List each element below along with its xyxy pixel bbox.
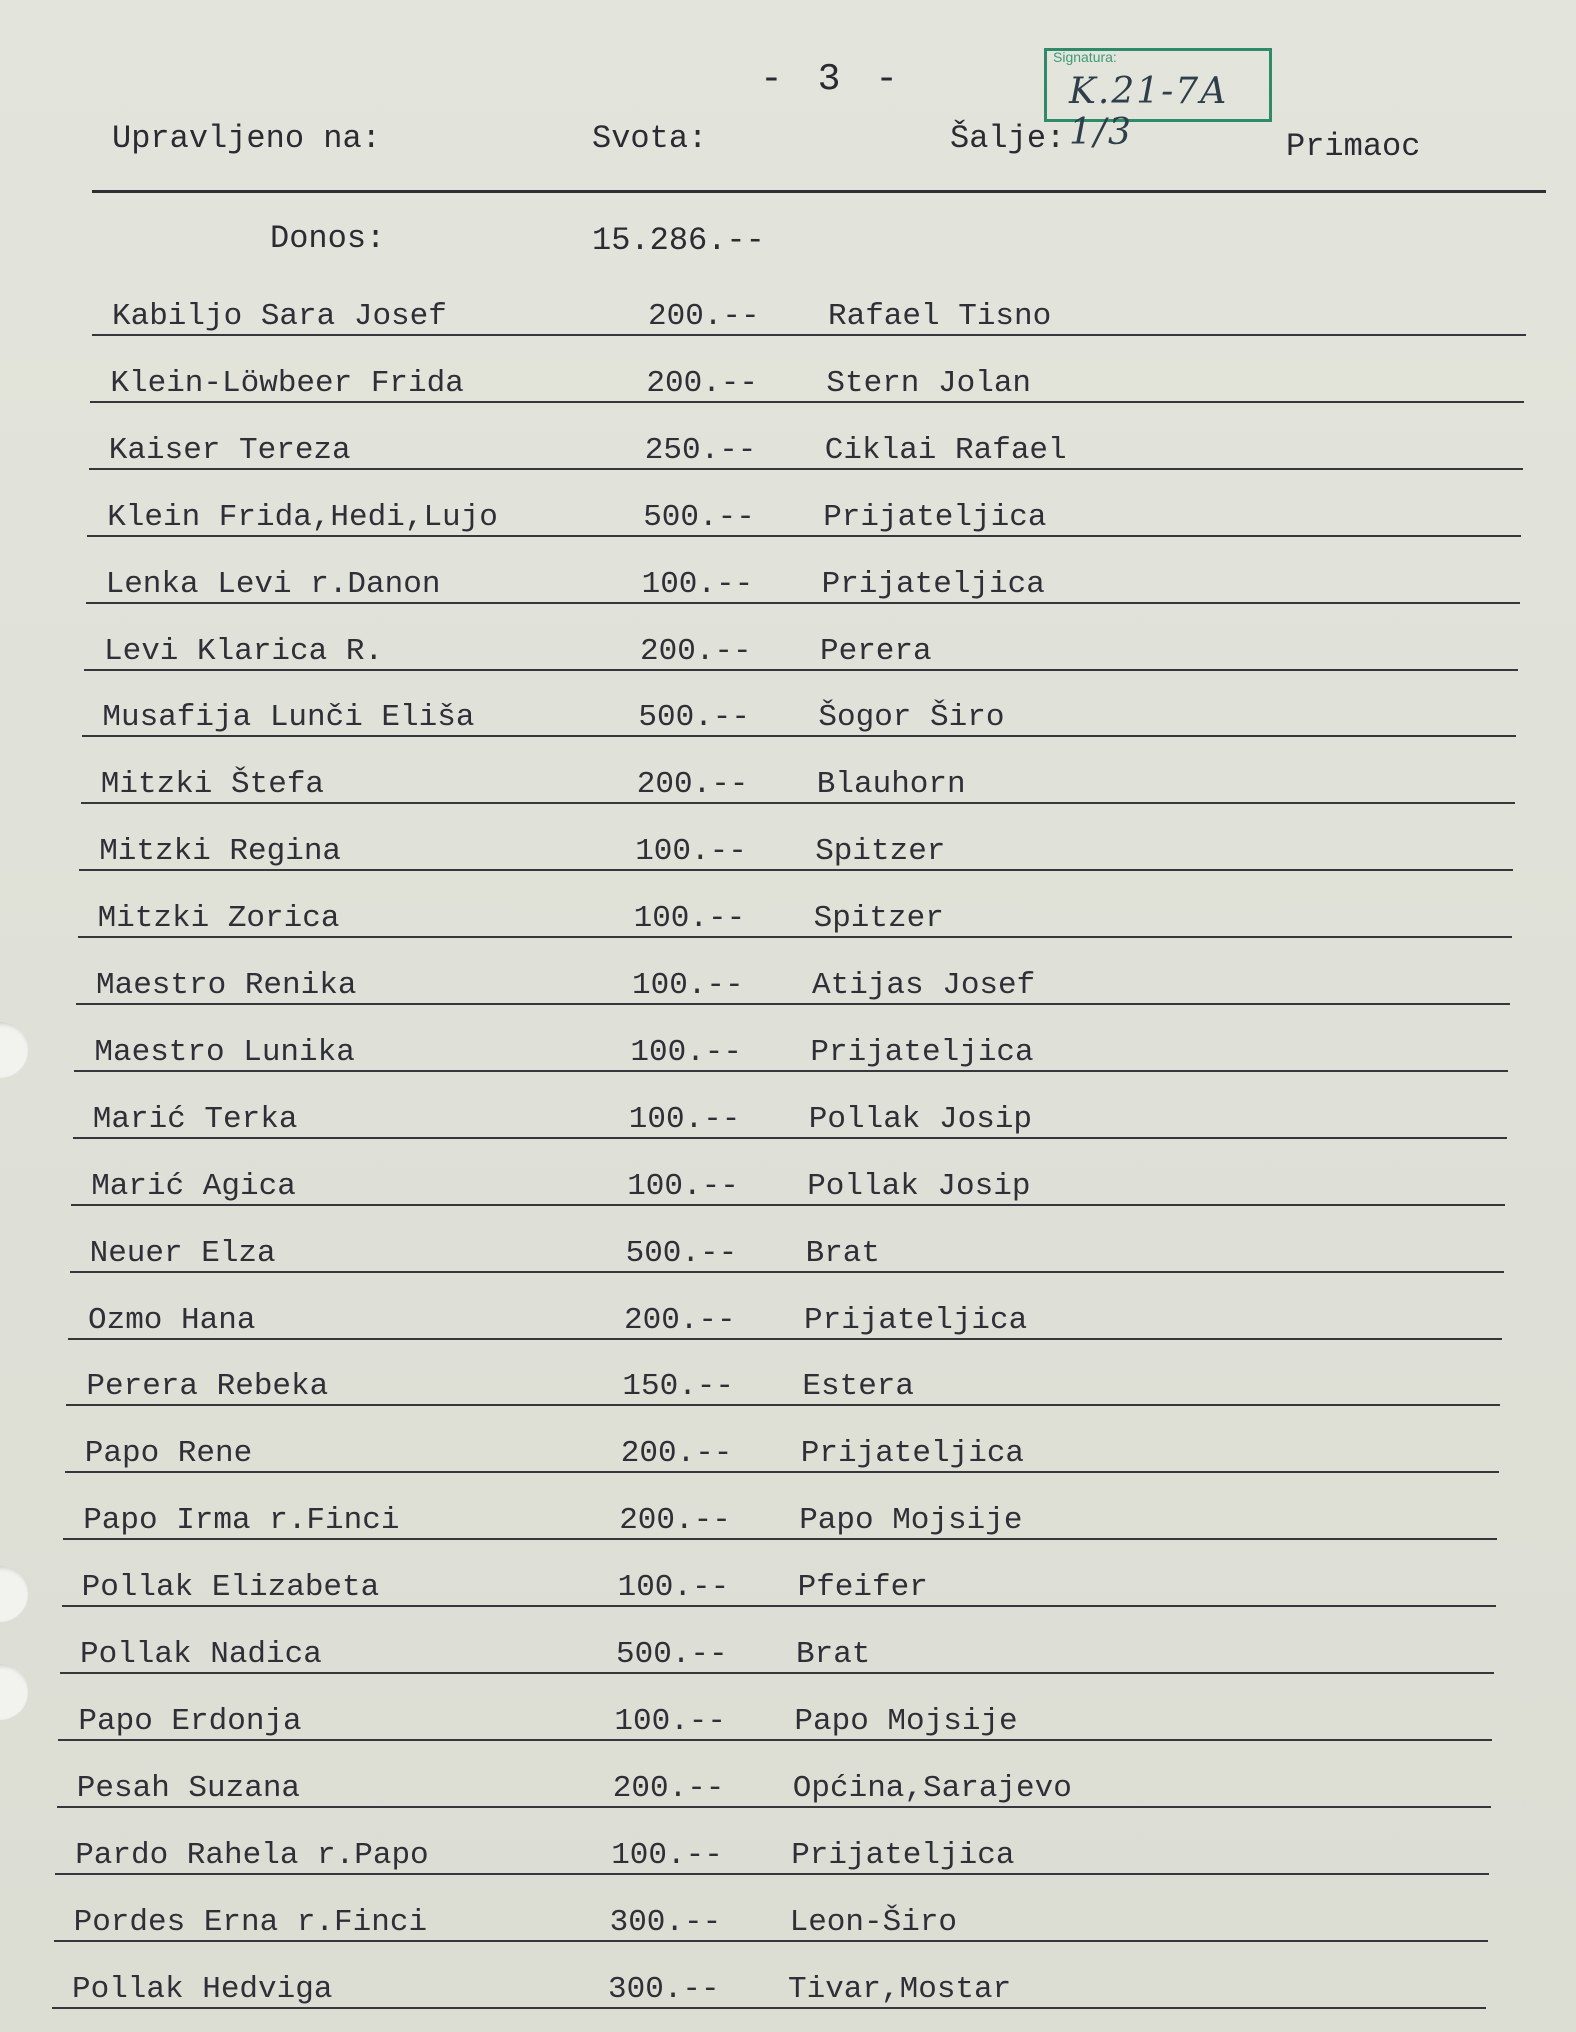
table-row <box>63 1474 1497 1540</box>
recipient-name: Lenka Levi r.Danon <box>105 566 441 602</box>
row-rule <box>68 1338 1502 1340</box>
header-recipient: Upravljeno na: <box>112 120 381 157</box>
sender-name: Brat <box>805 1235 881 1271</box>
table-row <box>89 404 1523 470</box>
carry-amount: 15.286.-- <box>592 222 765 259</box>
row-rule <box>63 1538 1497 1540</box>
sender-name: Prijateljica <box>821 566 1045 602</box>
sender-name: Blauhorn <box>816 767 966 803</box>
recipient-name: Klein-Löwbeer Frida <box>110 365 464 401</box>
table-row <box>87 471 1521 537</box>
row-rule <box>81 802 1515 804</box>
row-rule <box>90 401 1524 403</box>
sender-name: Brat <box>796 1637 871 1672</box>
amount-value: 100.-- <box>627 1168 739 1204</box>
sender-name: Estera <box>802 1369 915 1405</box>
header-rule <box>92 190 1546 193</box>
row-rule <box>55 1873 1489 1875</box>
recipient-name: Mitzki Štefa <box>100 767 325 803</box>
row-rule <box>86 602 1520 604</box>
sender-name: Tivar,Mostar <box>788 1971 1012 2007</box>
sender-name: Pollak Josip <box>808 1101 1033 1137</box>
row-rule <box>70 1271 1504 1273</box>
carry-label: Donos: <box>270 220 386 257</box>
sender-name: Prijateljica <box>810 1034 1034 1070</box>
table-row <box>54 1876 1488 1942</box>
sender-name: Atijas Josef <box>812 968 1036 1003</box>
recipient-name: Pollak Nadica <box>80 1637 322 1672</box>
amount-value: 200.-- <box>624 1302 736 1338</box>
table-row <box>81 738 1515 804</box>
table-row <box>62 1541 1496 1607</box>
row-rule <box>82 735 1516 737</box>
recipient-name: Pollak Elizabeta <box>81 1570 380 1606</box>
table-row <box>52 1943 1486 2009</box>
recipient-name: Klein Frida,Hedi,Lujo <box>107 499 498 535</box>
recipient-name: Neuer Elza <box>89 1235 276 1271</box>
table-row <box>79 805 1513 871</box>
stamp-code: K.21-7A 1/3 <box>1069 71 1229 153</box>
table-row <box>76 939 1510 1005</box>
row-rule <box>87 535 1521 537</box>
row-rule <box>73 1137 1507 1139</box>
amount-value: 200.-- <box>640 633 752 669</box>
table-row <box>74 1006 1508 1072</box>
sender-name: Rafael Tisno <box>828 299 1052 334</box>
sender-name: Prijateljica <box>804 1302 1028 1338</box>
table-row <box>65 1407 1499 1473</box>
amount-value: 100.-- <box>633 901 746 937</box>
recipient-name: Levi Klarica R. <box>104 633 384 669</box>
sender-name: Perera <box>820 633 932 669</box>
recipient-name: Pordes Erna r.Finci <box>73 1904 428 1940</box>
row-rule <box>76 1003 1510 1005</box>
amount-value: 200.-- <box>619 1503 731 1539</box>
table-row <box>82 671 1516 737</box>
sender-name: Spitzer <box>815 834 946 870</box>
amount-value: 100.-- <box>614 1703 727 1739</box>
recipient-name: Mitzki Zorica <box>97 901 340 937</box>
sender-name: Prijateljica <box>800 1436 1025 1472</box>
recipient-name: Mitzki Regina <box>99 834 342 870</box>
row-rule <box>92 334 1526 336</box>
row-rule <box>66 1404 1500 1406</box>
row-rule <box>62 1605 1496 1607</box>
amount-value: 200.-- <box>636 767 749 803</box>
row-rule <box>78 936 1512 938</box>
row-rule <box>58 1739 1492 1741</box>
amount-value: 200.-- <box>612 1770 725 1806</box>
punch-hole <box>0 1022 28 1078</box>
sender-name: Prijateljica <box>823 499 1047 535</box>
amount-value: 500.-- <box>616 1637 728 1672</box>
table-row <box>84 605 1518 671</box>
row-rule <box>71 1204 1505 1206</box>
table-row <box>66 1340 1500 1406</box>
row-rule <box>57 1806 1491 1808</box>
header-receiver: Primaoc <box>1286 128 1421 165</box>
amount-value: 100.-- <box>611 1837 723 1873</box>
sender-name: Spitzer <box>813 901 944 937</box>
amount-value: 100.-- <box>632 968 744 1003</box>
sender-name: Pfeifer <box>797 1570 928 1606</box>
recipient-name: Papo Rene <box>84 1436 253 1472</box>
amount-value: 100.-- <box>641 566 754 602</box>
row-rule <box>89 468 1523 470</box>
amount-value: 100.-- <box>628 1101 741 1137</box>
amount-value: 100.-- <box>635 834 747 870</box>
archive-stamp <box>1044 48 1272 153</box>
table-row <box>71 1140 1505 1206</box>
amount-value: 500.-- <box>643 499 755 535</box>
recipient-name: Maestro Lunika <box>94 1034 355 1070</box>
recipient-name: Pollak Hedviga <box>72 1971 333 2007</box>
row-rule <box>84 669 1518 671</box>
amount-value: 100.-- <box>617 1570 730 1606</box>
header-amount: Svota: <box>592 120 708 157</box>
table-row <box>58 1675 1492 1741</box>
punch-hole <box>0 1664 28 1720</box>
stamp-label: Signatura: <box>1053 49 1117 65</box>
amount-value: 200.-- <box>646 365 759 401</box>
recipient-name: Marić Agica <box>91 1168 296 1204</box>
recipient-name: Maestro Renika <box>96 968 357 1003</box>
sender-name: Općina,Sarajevo <box>792 1770 1072 1806</box>
row-rule <box>60 1672 1494 1674</box>
amount-value: 200.-- <box>620 1436 733 1472</box>
recipient-name: Perera Rebeka <box>86 1369 329 1405</box>
recipient-name: Kabiljo Sara Josef <box>112 299 447 334</box>
recipient-name: Ozmo Hana <box>88 1302 256 1338</box>
amount-value: 250.-- <box>644 432 757 468</box>
sender-name: Papo Mojsije <box>799 1503 1023 1539</box>
amount-value: 500.-- <box>638 700 751 736</box>
recipient-name: Kaiser Tereza <box>108 432 351 468</box>
sender-name: Pollak Josip <box>807 1168 1031 1204</box>
sender-name: Leon-Širo <box>789 1904 958 1940</box>
table-row <box>86 538 1520 604</box>
table-row <box>73 1073 1507 1139</box>
amount-value: 100.-- <box>630 1034 743 1070</box>
table-row <box>55 1809 1489 1875</box>
recipient-name: Marić Terka <box>92 1101 298 1137</box>
recipient-name: Musafija Lunči Eliša <box>102 700 475 736</box>
punch-hole <box>0 1566 28 1622</box>
recipient-name: Pardo Rahela r.Papo <box>75 1837 429 1873</box>
row-rule <box>54 1940 1488 1942</box>
sender-name: Prijateljica <box>791 1837 1015 1873</box>
row-rule <box>79 869 1513 871</box>
table-row <box>60 1608 1494 1674</box>
row-rule <box>52 2007 1486 2009</box>
row-rule <box>65 1471 1499 1473</box>
header-sender: Šalje: <box>950 120 1066 157</box>
sender-name: Šogor Širo <box>818 700 1005 736</box>
table-row <box>70 1207 1504 1273</box>
table-row <box>78 872 1512 938</box>
row-rule <box>74 1070 1508 1072</box>
table-row <box>68 1274 1502 1340</box>
sender-name: Papo Mojsije <box>794 1703 1018 1739</box>
table-row <box>90 337 1524 403</box>
amount-value: 500.-- <box>625 1235 738 1271</box>
amount-value: 200.-- <box>648 299 760 334</box>
recipient-name: Papo Irma r.Finci <box>83 1503 400 1539</box>
table-row <box>92 270 1526 336</box>
table-row <box>57 1742 1491 1808</box>
recipient-name: Papo Erdonja <box>78 1703 302 1739</box>
amount-value: 150.-- <box>622 1369 735 1405</box>
amount-value: 300.-- <box>609 1904 722 1940</box>
sender-name: Stern Jolan <box>826 365 1032 401</box>
sender-name: Ciklai Rafael <box>824 432 1067 468</box>
page-number: - 3 - <box>760 58 905 101</box>
amount-value: 300.-- <box>608 1971 720 2007</box>
recipient-name: Pesah Suzana <box>76 1770 301 1806</box>
